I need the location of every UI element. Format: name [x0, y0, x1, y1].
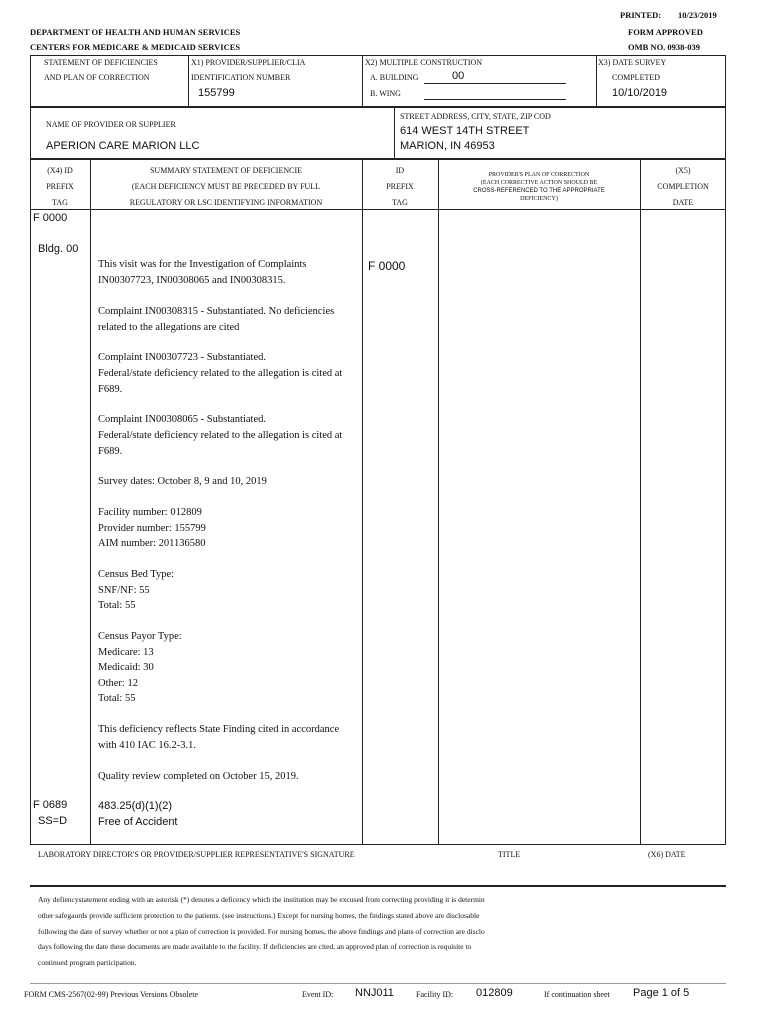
title-label: TITLE: [498, 850, 521, 859]
x2-label: X2) MULTIPLE CONSTRUCTION: [365, 58, 483, 67]
facility-number: Facility number: 012809: [98, 507, 202, 518]
event-id-value: NNJ011: [355, 987, 394, 999]
summary-header-2: (EACH DEFICIENCY MUST BE PRECEDED BY FULL: [131, 182, 321, 191]
provider-number: Provider number: 155799: [98, 523, 206, 534]
x3-label-1: X3) DATE SURVEY: [598, 58, 667, 67]
address-label: STREET ADDRESS, CITY, STATE, ZIP COD: [400, 112, 551, 121]
summary-header-1: SUMMARY STATEMENT OF DEFICIENCIE: [149, 166, 303, 175]
disclaimer-line-2: other safegaurds provide sufficient protection to the patients. (see instructions.) Except for nursing homes, the findings stated above are disclosable: [38, 911, 480, 920]
census-payor-medicare: Medicare: 13: [98, 647, 154, 658]
survey-dates: Survey dates: October 8, 9 and 10, 2019: [98, 476, 267, 487]
census-payor-title: Census Payor Type:: [98, 631, 182, 642]
right-tag-f0000: F 0000: [368, 259, 406, 273]
tag-f0000: F 0000: [33, 212, 68, 224]
building-label: A. BUILDING: [370, 73, 419, 82]
statement-label-2: AND PLAN OF CORRECTION: [44, 73, 150, 82]
survey-date-value: 10/10/2019: [612, 87, 668, 99]
continuation-sheet: If continuation sheet: [544, 990, 610, 999]
plan-header-3: CROSS-REFERENCED TO THE APPROPRIATE: [473, 188, 605, 194]
paragraph-visit: This visit was for the Investigation of Complaints IN00307723, IN00308065 and IN00308315.: [98, 259, 307, 286]
x4-header-1: (X4) ID: [47, 166, 73, 175]
paragraph-complaint-3-text: Federal/state deficiency related to the allegation is cited at F689.: [98, 430, 343, 457]
date-label: (X6) DATE: [648, 850, 686, 859]
x3-label-2: COMPLETED: [612, 73, 660, 82]
signature-label: LABORATORY DIRECTOR'S OR PROVIDER/SUPPLIER REPRESENTATIVE'S SIGNATURE: [38, 850, 355, 859]
census-payor-medicaid: Medicaid: 30: [98, 662, 154, 673]
census-bed-snf: SNF/NF: 55: [98, 585, 150, 596]
department-title: DEPARTMENT OF HEALTH AND HUMAN SERVICES: [30, 27, 241, 37]
census-bed-title: Census Bed Type:: [98, 569, 175, 580]
building-tag: Bldg. 00: [38, 243, 79, 255]
regulation-title: Free of Accident: [98, 816, 178, 828]
disclaimer-line-4: days following the date these documents are made available to the facility. If deficiencies are cited, an approved plan of correction is requisite to: [38, 942, 472, 951]
paragraph-complaint-3-title: Complaint IN00308065 - Substantiated.: [98, 414, 266, 425]
printed-label: PRINTED:: [620, 10, 662, 20]
printed-date: 10/23/2019: [678, 10, 717, 20]
provider-name-value: APERION CARE MARION LLC: [46, 140, 200, 152]
x4-header-3: TAG: [52, 198, 68, 207]
census-payor-other: Other: 12: [98, 678, 138, 689]
disclaimer-line-1: Any defiencystatement ending with an asterisk (*) denotes a deficency which the institution may be excused from correcting providing it is determin: [38, 895, 485, 904]
plan-header-1: PROVIDER'S PLAN OF CORRECTION: [488, 172, 590, 178]
provider-id-value: 155799: [198, 87, 235, 99]
regulation-number: 483.25(d)(1)(2): [98, 800, 172, 812]
form-approved: FORM APPROVED: [628, 27, 703, 37]
x5-header-3: DATE: [672, 198, 694, 207]
omb-number: OMB NO. 0938-039: [628, 42, 701, 52]
form-number: FORM CMS-2567(02-99) Previous Versions Obsolete: [24, 990, 199, 999]
facility-id-value: 012809: [476, 987, 513, 999]
aim-number: AIM number: 201136580: [98, 538, 206, 549]
census-bed-total: Total: 55: [98, 600, 136, 611]
page-number: Page 1 of 5: [633, 987, 690, 999]
address-line-2: MARION, IN 46953: [400, 140, 495, 152]
paragraph-complaint-1: Complaint IN00308315 - Substantiated. No deficiencies related to the allegations are cited: [98, 306, 335, 333]
x4-header-2: PREFIX: [46, 182, 74, 191]
id-header-3: TAG: [392, 198, 408, 207]
plan-header-2: (EACH CORRECTIVE ACTION SHOULD BE: [480, 180, 598, 186]
id-header-1: ID: [395, 166, 405, 175]
disclaimer-line-3: following the date of survey whether or not a plan of correction is provided. For nursing homes, the above findings and plans of correction are disclo: [38, 927, 485, 936]
state-finding-paragraph: This deficiency reflects State Finding cited in accordance with 410 IAC 16.2-3.1.: [98, 724, 340, 751]
x5-header-2: COMPLETION: [657, 182, 709, 191]
id-header-2: PREFIX: [386, 182, 414, 191]
summary-header-3: REGULATORY OR LSC IDENTIFYING INFORMATION: [129, 198, 323, 207]
plan-header-4: DEFICIENCY): [520, 196, 558, 202]
paragraph-complaint-2-text: Federal/state deficiency related to the allegation is cited at F689.: [98, 368, 343, 395]
address-line-1: 614 WEST 14TH STREET: [400, 125, 530, 137]
scope-severity: SS=D: [38, 815, 68, 827]
x1-label-1: X1) PROVIDER/SUPPLIER/CLIA: [191, 58, 306, 67]
paragraph-complaint-2-title: Complaint IN00307723 - Substantiated.: [98, 352, 266, 363]
building-value: 00: [452, 70, 465, 82]
tag-f0689: F 0689: [33, 799, 68, 811]
event-id-label: Event ID:: [302, 990, 334, 999]
x5-header-1: (X5): [675, 166, 691, 175]
quality-review: Quality review completed on October 15, 2019.: [98, 771, 299, 782]
statement-label-1: STATEMENT OF DEFICIENCIES: [44, 58, 158, 67]
disclaimer-line-5: continued program participation.: [38, 958, 137, 967]
facility-id-label: Facility ID:: [416, 990, 454, 999]
census-payor-total: Total: 55: [98, 693, 136, 704]
x1-label-2: IDENTIFICATION NUMBER: [191, 73, 291, 82]
wing-label: B. WING: [370, 89, 401, 98]
provider-name-label: NAME OF PROVIDER OR SUPPLIER: [46, 120, 176, 129]
centers-title: CENTERS FOR MEDICARE & MEDICAID SERVICES: [30, 42, 241, 52]
